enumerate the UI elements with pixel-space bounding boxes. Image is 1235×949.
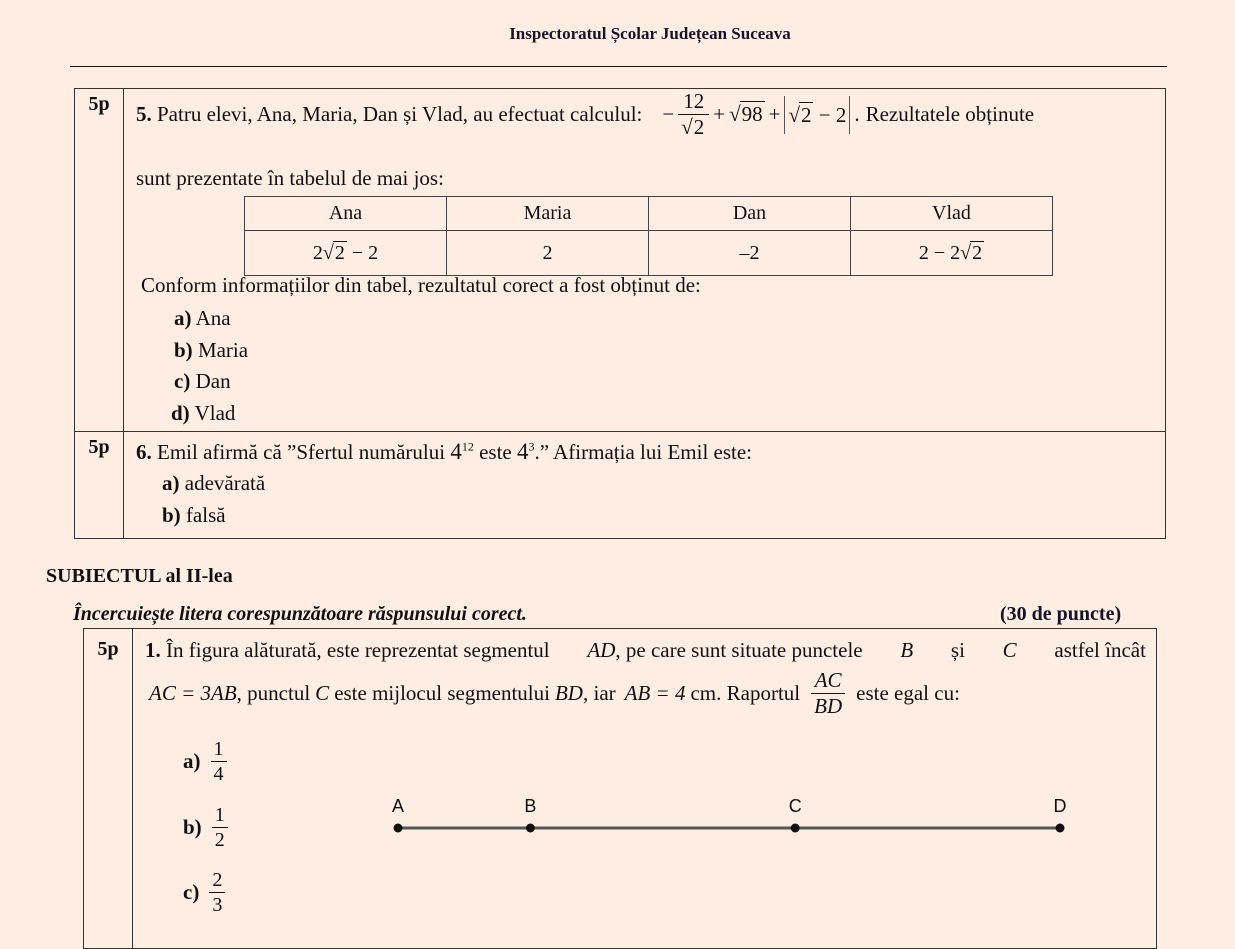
q5-prompt: Conform informațiilor din tabel, rezultatul corect a fost obținut de: — [141, 273, 701, 297]
s2q1-points: 5p — [97, 638, 119, 660]
point-b — [526, 824, 535, 833]
s2q1-bd-group — [555, 681, 616, 706]
option-letter: c) — [174, 369, 191, 393]
frac-den: 2 — [212, 827, 228, 850]
header-divider — [70, 66, 1167, 67]
ana-coef: 2 — [312, 241, 323, 264]
option-letter: a) — [162, 471, 180, 495]
option-letter: b) — [183, 815, 202, 839]
results-header-row — [245, 197, 1053, 231]
option-text: Dan — [195, 369, 231, 393]
section-instruction: Încercuiește litera corespunzătoare răspunsului corect. — [73, 603, 527, 625]
s2q1-text: cm. Raportul — [690, 680, 801, 705]
s2q1-text: este mijlocul segmentului — [334, 680, 550, 705]
point-label-c: C — [788, 796, 802, 816]
s2q1-text: și — [950, 638, 965, 662]
q5-text-before: Patru elevi, Ana, Maria, Dan și Vlad, au efectuat calculul: — [157, 101, 643, 126]
result-ana — [245, 231, 447, 276]
sqrt-98: √98 — [729, 101, 763, 126]
sqrt-icon: √2 — [960, 241, 983, 264]
results-value-row — [245, 231, 1053, 276]
option-letter: a) — [174, 306, 192, 330]
s2q1-segment-ad — [587, 638, 862, 663]
point-label-b: B — [524, 796, 537, 816]
section-points-total: (30 de puncte) — [1000, 603, 1122, 625]
sqrt-icon: √2 — [681, 115, 705, 139]
q6-text-c: .” Afirmația lui Emil este: — [534, 440, 753, 464]
option-letter: a) — [183, 749, 201, 773]
option-letter: c) — [183, 880, 200, 904]
q6-option-a[interactable] — [162, 471, 265, 496]
point-c-ref: C — [315, 680, 330, 705]
s2q1-text: În figura alăturată, este reprezentat segmentul — [166, 638, 550, 662]
ratio-den: BD — [811, 693, 845, 717]
q5-option-a[interactable] — [174, 306, 231, 331]
point-label-d: D — [1053, 796, 1067, 816]
option-text: falsă — [185, 503, 226, 527]
abs-rest: − 2 — [818, 102, 847, 127]
ana-rest: − 2 — [351, 241, 379, 264]
header-title: Inspectoratul Școlar Județean Suceava — [509, 24, 791, 43]
expr-fraction — [678, 91, 709, 138]
s2q1-text: , punctul — [236, 680, 311, 705]
expr-frac-den — [678, 114, 709, 138]
expr-dot: . — [854, 101, 860, 126]
equation-ab-4: AB = 4 — [624, 680, 686, 705]
sqrt-icon: √2 — [788, 102, 812, 127]
q5-text-after: Rezultatele obținute — [865, 101, 1035, 126]
s2q1-text: , iar — [582, 680, 616, 705]
q5-line1 — [136, 91, 1158, 138]
option-fraction — [211, 739, 227, 784]
expr-minus: − — [662, 101, 675, 126]
s2q1-option-b[interactable] — [183, 805, 228, 850]
ratio-ac-bd — [811, 670, 845, 717]
s2q1-option-c[interactable] — [183, 870, 225, 915]
section-title: SUBIECTUL al II-lea — [46, 565, 233, 587]
results-header-vlad: Vlad — [851, 197, 1053, 231]
q5-points-cell — [75, 89, 124, 432]
q5-text-line2: sunt prezentate în tabelul de mai jos: — [136, 166, 444, 190]
expr-absolute-value — [784, 96, 850, 134]
q6-points-cell — [75, 432, 124, 539]
q5-expression — [662, 91, 859, 138]
result-dan: –2 — [649, 231, 851, 276]
q6-text-a: Emil afirmă că ”Sfertul numărului — [157, 440, 446, 464]
q6-power-1 — [450, 439, 474, 464]
q6-text-b: este — [479, 440, 512, 464]
option-text: Vlad — [194, 401, 236, 425]
option-text: Maria — [197, 338, 249, 362]
ana-radicand: 2 — [334, 241, 345, 264]
expr-frac-num: 12 — [683, 89, 705, 113]
segment-bd: BD — [554, 680, 583, 705]
results-header-ana: Ana — [245, 197, 447, 231]
q5-option-b[interactable] — [174, 338, 248, 363]
frac-num: 1 — [214, 804, 225, 826]
s2q1-option-a[interactable] — [183, 739, 227, 784]
point-b-ref: B — [900, 638, 914, 662]
expr-plus-2: + — [768, 101, 781, 126]
frac-num: 1 — [213, 738, 224, 760]
ratio-num: AC — [814, 668, 842, 692]
radicand-98: 98 — [741, 101, 763, 126]
result-maria: 2 — [447, 231, 649, 276]
q5-option-c[interactable] — [174, 369, 231, 394]
s2q1-line1 — [145, 638, 1146, 663]
vlad-radicand: 2 — [972, 241, 983, 264]
segment-figure — [380, 785, 1080, 845]
q5-intro — [136, 102, 642, 127]
expr-plus-1: + — [713, 101, 726, 126]
abs-radicand: 2 — [800, 102, 812, 127]
q6-base-2: 4 — [516, 439, 529, 464]
point-d — [1056, 824, 1065, 833]
q6-option-b[interactable] — [162, 503, 226, 528]
segment-ad: AD — [587, 638, 616, 662]
q6-points: 5p — [88, 436, 110, 458]
s2q1-points-cell — [84, 629, 133, 949]
s2q1-text: astfel încât — [1054, 638, 1146, 662]
option-fraction — [212, 805, 228, 850]
s2q1-text: este egal cu: — [856, 680, 960, 705]
option-fraction — [209, 870, 225, 915]
equation-ac-3ab: AC = 3AB — [149, 680, 237, 705]
s2q1-number: 1. — [145, 638, 161, 662]
q6-power-2 — [517, 439, 535, 464]
s2q1-intro — [145, 638, 550, 663]
results-table — [244, 196, 1053, 276]
option-text: Ana — [195, 306, 231, 330]
option-text: adevărată — [184, 471, 266, 495]
radicand: 2 — [693, 115, 705, 139]
q5-number: 5. — [136, 101, 152, 126]
q6-exp-2: 3 — [528, 439, 535, 454]
frac-den: 4 — [211, 761, 227, 784]
frac-den: 3 — [209, 892, 225, 915]
s2q1-eq1-group — [149, 681, 310, 706]
option-letter: b) — [162, 503, 181, 527]
results-header-maria: Maria — [447, 197, 649, 231]
sqrt-icon: √2 — [322, 241, 345, 264]
option-letter: d) — [171, 401, 190, 425]
point-c — [791, 824, 800, 833]
q6-statement — [136, 438, 752, 466]
q6-base-1: 4 — [450, 439, 462, 464]
option-letter: b) — [174, 338, 193, 362]
result-vlad — [851, 231, 1053, 276]
results-header-dan: Dan — [649, 197, 851, 231]
q5-points: 5p — [88, 93, 110, 115]
q6-exp-1: 12 — [461, 439, 474, 454]
point-a — [394, 824, 403, 833]
point-c-ref: C — [1002, 638, 1017, 662]
s2q1-line2 — [149, 670, 960, 717]
q6-number: 6. — [136, 440, 152, 464]
s2q1-text: , pe care sunt situate punctele — [615, 638, 863, 662]
point-label-a: A — [391, 796, 405, 816]
vlad-prefix: 2 − 2 — [918, 241, 961, 264]
q5-option-d[interactable] — [171, 401, 235, 426]
frac-num: 2 — [212, 869, 223, 891]
